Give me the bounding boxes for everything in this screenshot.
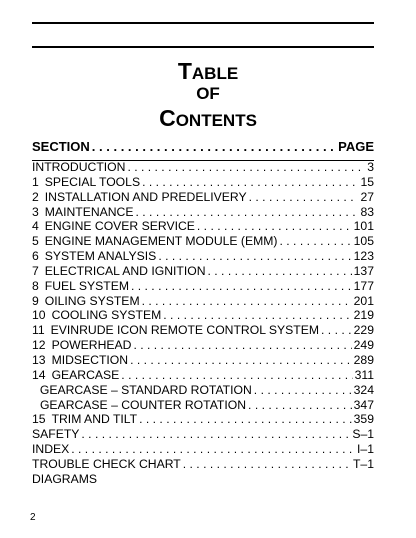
toc-entry[interactable]: [32, 427, 374, 442]
toc-entry-label: ELECTRICAL AND IGNITION: [44, 263, 206, 278]
toc-entry-label: OILING SYSTEM: [44, 293, 140, 308]
toc-entry[interactable]: [32, 308, 374, 323]
toc-entry-label: INTRODUCTION: [32, 160, 126, 174]
toc-entry-label: MIDSECTION: [51, 352, 129, 367]
toc-entry-leader: [142, 175, 358, 190]
toc-entry-page: 105: [353, 234, 374, 249]
toc-entry-leader: [249, 190, 359, 205]
toc-entry-page: 249: [353, 338, 374, 353]
toc-entry-label: TROUBLE CHECK CHART: [32, 456, 181, 471]
toc-entry-leader: [197, 219, 352, 234]
toc-entry-page: 229: [353, 323, 374, 338]
toc-entry[interactable]: [32, 279, 374, 294]
toc-entry-label: SPECIAL TOOLS: [44, 174, 141, 189]
toc-entry-page: 137: [353, 263, 374, 278]
toc-entry-page: 219: [353, 308, 374, 323]
toc-entry-page: 27: [360, 189, 374, 204]
toc-entry-leader: [158, 249, 351, 264]
toc-entry-leader: [208, 264, 352, 279]
toc-entry-leader: [136, 205, 359, 220]
toc-entry[interactable]: [32, 264, 374, 279]
toc-entry[interactable]: [32, 368, 374, 383]
toc-entry-number: 11: [32, 323, 45, 338]
toc-entry-number: 4: [32, 219, 39, 234]
toc-entry-leader: [131, 279, 352, 294]
toc-entry-number: 9: [32, 293, 39, 308]
page-title-line-3: CONTENTS: [159, 105, 257, 131]
toc-entry-page: 3: [367, 160, 374, 174]
page-title-line-2: OF: [196, 84, 220, 103]
toc-entry-page: I–1: [357, 442, 374, 457]
toc-header: [32, 139, 374, 154]
toc-entry-label: INDEX: [32, 442, 70, 457]
toc-entry[interactable]: [32, 190, 374, 205]
toc-entry-leader: [81, 427, 350, 442]
toc-entry-page: 177: [353, 278, 374, 293]
toc-entry[interactable]: [32, 353, 374, 368]
toc-entry-label: POWERHEAD: [51, 338, 132, 353]
toc-entry-page: 347: [353, 397, 374, 412]
toc-entry-number: 10: [32, 308, 46, 323]
toc-entry[interactable]: [32, 205, 374, 220]
toc-entry[interactable]: [32, 160, 374, 175]
toc-entry-page: 83: [360, 204, 374, 219]
toc-entry-number: 5: [32, 234, 39, 249]
toc-entry[interactable]: [32, 249, 374, 264]
toc-entry-number: 2: [32, 189, 39, 204]
toc-entry-page: S–1: [352, 427, 374, 442]
toc-entry-page: 101: [353, 219, 374, 234]
toc-entry-label: MAINTENANCE: [44, 204, 134, 219]
toc-entry-number: 15: [32, 412, 46, 427]
toc-entry-number: 1: [32, 174, 39, 189]
toc-entry-page: 324: [353, 382, 374, 397]
toc-list: [32, 160, 374, 487]
toc-entry-page: 311: [354, 367, 374, 382]
page-title-line-1: TABLE: [177, 58, 239, 84]
second-rule: [32, 46, 374, 48]
toc-entry[interactable]: [32, 412, 374, 427]
toc-entry[interactable]: [32, 323, 374, 338]
toc-entry-label: ENGINE MANAGEMENT MODULE (EMM): [44, 234, 278, 249]
toc-entry-leader: [133, 338, 351, 353]
toc-entry-page: 15: [360, 174, 374, 189]
toc-header-leader: [92, 139, 336, 154]
toc-entry-leader: [127, 160, 365, 175]
toc-entry-leader: [163, 308, 351, 323]
toc-entry-label: GEARCASE – STANDARD ROTATION: [39, 382, 252, 397]
toc-entry[interactable]: [32, 472, 374, 487]
toc-entry-page: T–1: [352, 456, 374, 471]
toc-entry-leader: [280, 234, 352, 249]
page-number: 2: [30, 512, 36, 523]
toc-entry[interactable]: [32, 219, 374, 234]
toc-entry-number: 7: [32, 263, 39, 278]
toc-entry-leader: [142, 294, 352, 309]
toc-entry-leader: [130, 353, 352, 368]
toc-entry-label: COOLING SYSTEM: [51, 308, 162, 323]
toc-entry-leader: [121, 368, 352, 383]
toc-entry-label: EVINRUDE ICON REMOTE CONTROL SYSTEM: [50, 323, 320, 338]
toc-entry-label: SYSTEM ANALYSIS: [44, 249, 157, 264]
toc-entry-leader: [71, 442, 355, 457]
toc-entry-label: GEARCASE – COUNTER ROTATION: [39, 397, 247, 412]
toc-entry-leader: [248, 398, 352, 413]
toc-entry-label: GEARCASE: [51, 367, 120, 382]
toc-entry-label: ENGINE COVER SERVICE: [44, 219, 195, 234]
toc-entry-leader: [254, 383, 352, 398]
toc-entry[interactable]: [32, 175, 374, 190]
toc-entry-page: 123: [353, 249, 374, 264]
toc-entry-label: FUEL SYSTEM: [44, 278, 129, 293]
toc-entry-number: 14: [32, 367, 46, 382]
toc-entry-number: 13: [32, 352, 46, 367]
toc-entry-leader: [183, 457, 351, 472]
toc-entry[interactable]: [32, 294, 374, 309]
toc-entry-page: 289: [353, 352, 374, 367]
toc-entry-page: 359: [353, 412, 374, 427]
toc-entry-leader: [321, 323, 352, 338]
toc-entry[interactable]: [32, 457, 374, 472]
toc-entry-page: 201: [353, 293, 374, 308]
toc-entry-number: 8: [32, 278, 39, 293]
toc-entry[interactable]: [32, 442, 374, 457]
toc-entry-label: SAFETY: [32, 427, 80, 442]
toc-entry[interactable]: [32, 338, 374, 353]
toc-entry[interactable]: [32, 398, 374, 413]
toc-entry-leader: [139, 412, 352, 427]
top-rule: [32, 22, 374, 24]
toc-header-section: SECTION: [32, 139, 90, 154]
toc-entry[interactable]: [32, 234, 374, 249]
toc-header-page: PAGE: [338, 139, 374, 154]
toc-entry-number: 3: [32, 204, 39, 219]
toc-entry-number: 12: [32, 338, 46, 353]
toc-entry-label: INSTALLATION AND PREDELIVERY: [44, 189, 247, 204]
toc-entry-number: 6: [32, 249, 39, 264]
toc-entry-label: TRIM AND TILT: [51, 412, 138, 427]
toc-entry[interactable]: [32, 383, 374, 398]
toc-entry-label: DIAGRAMS: [32, 471, 98, 486]
